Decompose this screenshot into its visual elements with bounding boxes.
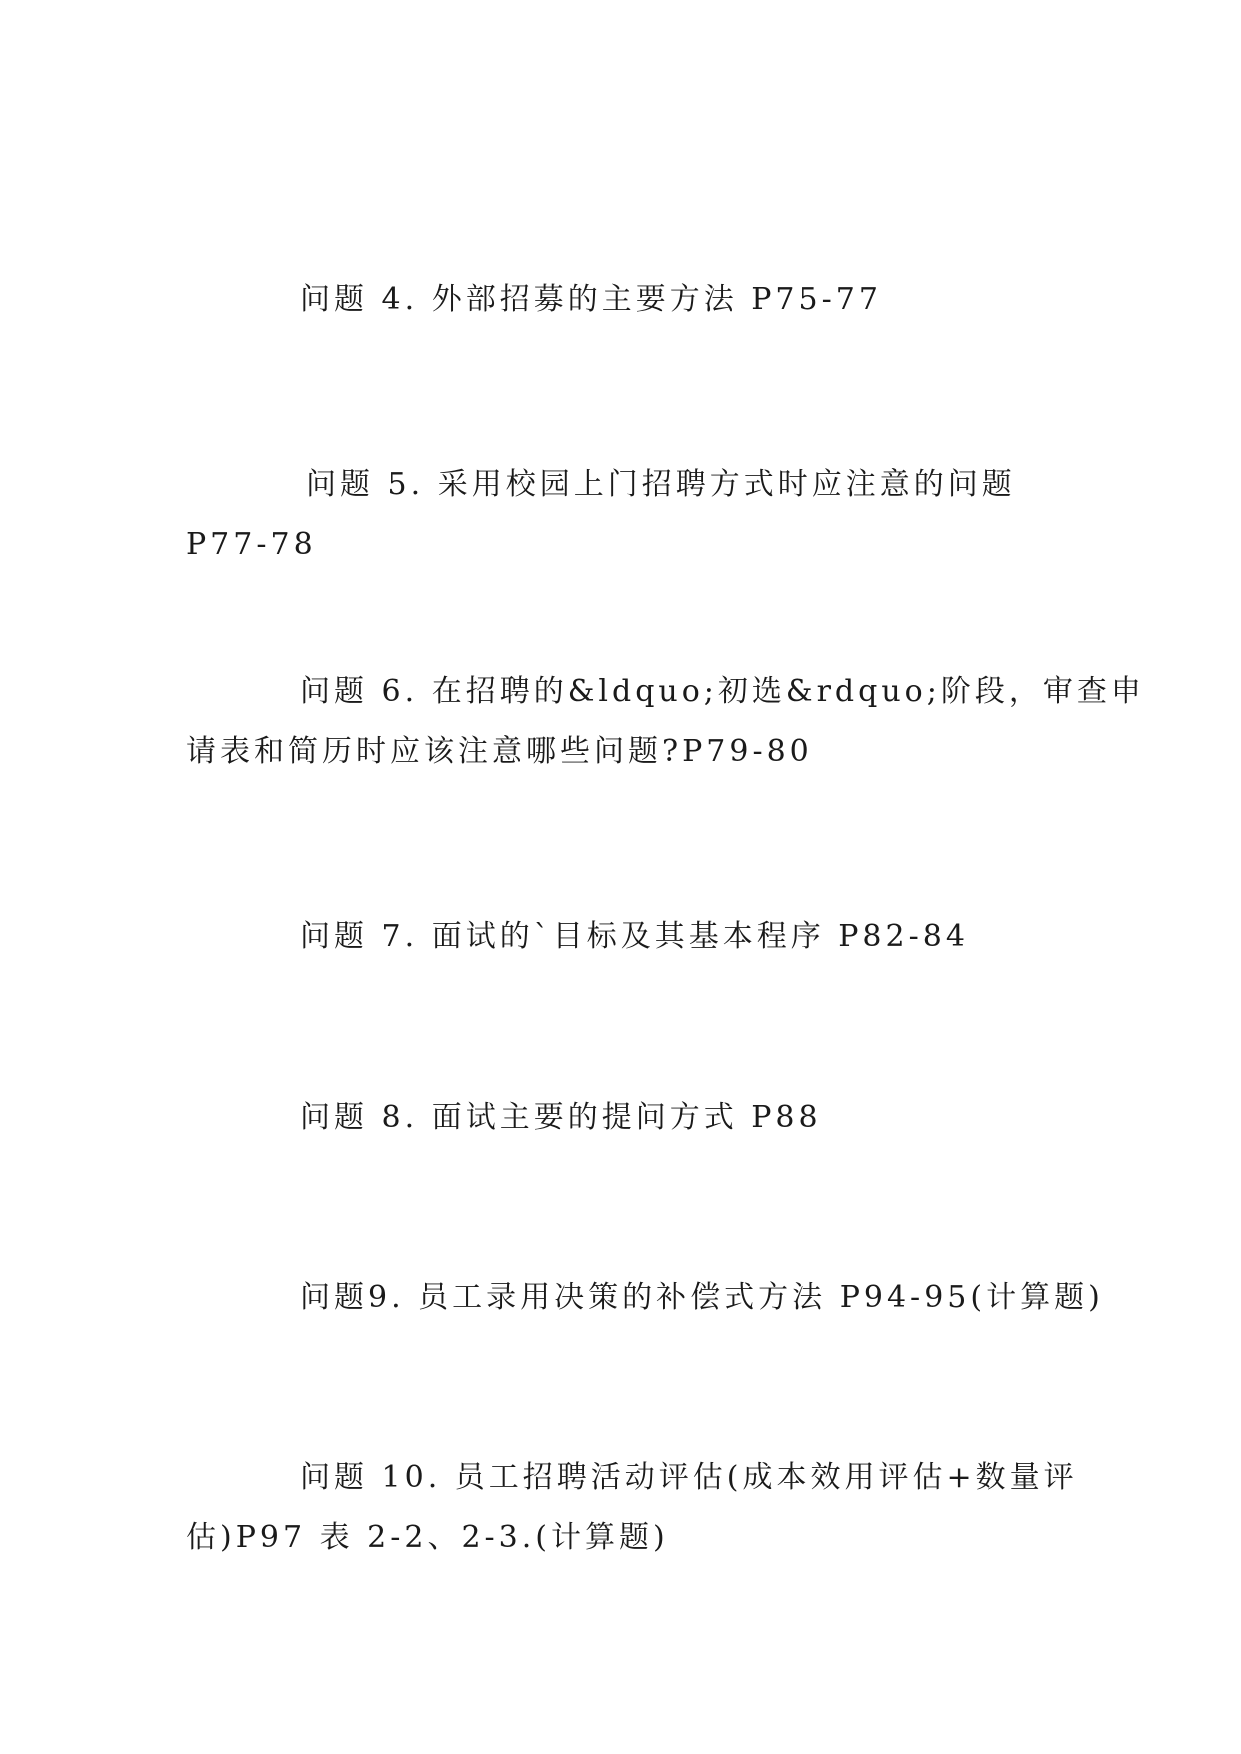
paragraph-line: 问题 5. 采用校园上门招聘方式时应注意的问题	[306, 467, 1016, 502]
paragraph-line: 估)P97 表 2-2、2-3.(计算题)	[186, 1520, 669, 1555]
paragraph-line: 问题9. 员工录用决策的补偿式方法 P94-95(计算题)	[300, 1280, 1104, 1315]
question-6-paragraph	[186, 662, 1145, 782]
paragraph-line: 问题 4. 外部招募的主要方法 P75-77	[300, 282, 882, 317]
question-4-paragraph	[186, 270, 1046, 330]
question-8-paragraph	[186, 1088, 1046, 1148]
paragraph-line: 问题 6. 在招聘的&ldquo;初选&rdquo;阶段，审查申	[300, 674, 1145, 709]
paragraph-line: 请表和简历时应该注意哪些问题?P79-80	[186, 734, 813, 769]
question-10-paragraph	[186, 1448, 1078, 1568]
paragraph-line: 问题 10. 员工招聘活动评估(成本效用评估+数量评	[300, 1460, 1078, 1495]
question-5-paragraph	[186, 455, 1046, 575]
paragraph-line: 问题 7. 面试的`目标及其基本程序 P82-84	[300, 919, 969, 954]
question-7-paragraph	[186, 907, 1046, 967]
paragraph-line: P77-78	[186, 527, 317, 562]
paragraph-line: 问题 8. 面试主要的提问方式 P88	[300, 1100, 822, 1135]
question-9-paragraph	[186, 1268, 1104, 1328]
